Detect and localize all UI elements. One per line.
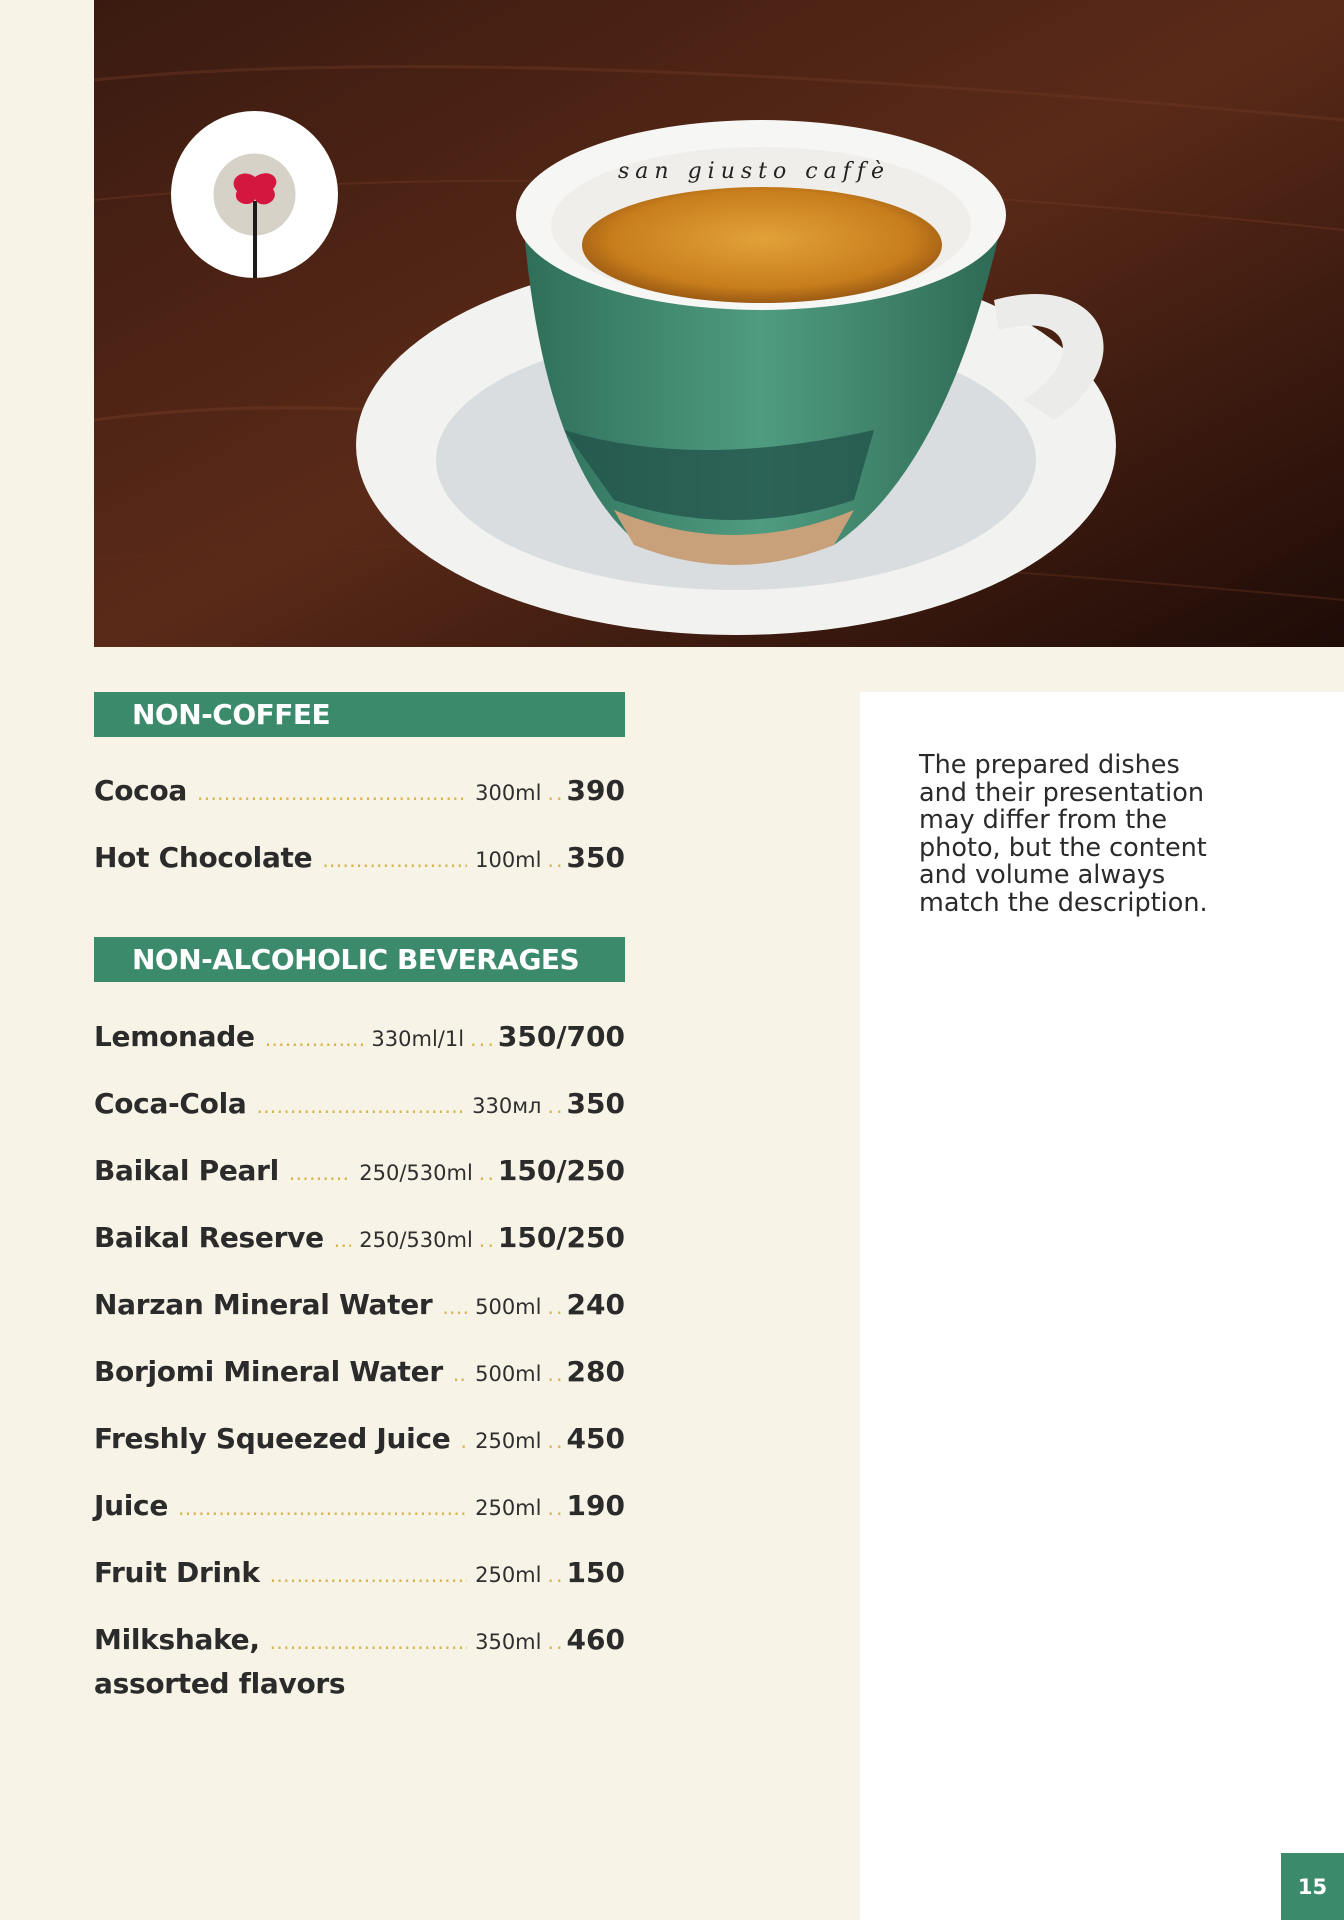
item-name: Cocoa <box>94 774 188 807</box>
menu-item <box>94 841 625 881</box>
item-price: 390 <box>566 774 625 807</box>
item-name: Fruit Drink <box>94 1556 260 1589</box>
item-price: 240 <box>566 1288 625 1321</box>
cup-brand-text: san giusto caffè <box>618 159 890 184</box>
item-name: Milkshake, <box>94 1623 260 1656</box>
item-price: 350/700 <box>497 1020 625 1053</box>
item-price: 450 <box>566 1422 625 1455</box>
menu-item <box>94 1288 625 1328</box>
item-volume: 350ml <box>475 1630 542 1654</box>
dot-leader <box>334 1228 352 1252</box>
item-name: Freshly Squeezed Juice <box>94 1422 451 1455</box>
item-name: Baikal Reserve <box>94 1221 324 1254</box>
item-name-line2: assorted flavors <box>94 1667 346 1700</box>
item-volume: 250/530ml <box>359 1228 473 1252</box>
disclaimer-text: The prepared dishes and their presentation may differ from the photo, but the content and volume always match the description. <box>919 750 1208 918</box>
item-price: 150 <box>566 1556 625 1589</box>
menu-item <box>94 1623 625 1663</box>
item-price: 460 <box>566 1623 625 1656</box>
item-volume: 330ml/1l <box>371 1027 465 1051</box>
dot-leader: . . <box>478 1228 492 1252</box>
item-price: 150/250 <box>497 1221 625 1254</box>
item-price: 350 <box>566 1087 625 1120</box>
dot-leader <box>197 781 467 805</box>
dot-leader: . . . <box>470 1027 492 1051</box>
menu-item <box>94 1556 625 1596</box>
page-number: 15 <box>1281 1853 1344 1920</box>
menu-item <box>94 1087 625 1127</box>
item-name: Juice <box>94 1489 169 1522</box>
item-name: Coca-Cola <box>94 1087 247 1120</box>
dot-leader: . . <box>547 1630 561 1654</box>
hero-photo <box>94 0 1344 647</box>
item-volume: 500ml <box>475 1362 542 1386</box>
menu-item <box>94 1355 625 1395</box>
espresso-cup-illustration <box>94 0 1344 647</box>
dot-leader <box>453 1362 467 1386</box>
item-volume: 250/530ml <box>359 1161 473 1185</box>
menu-item <box>94 1154 625 1194</box>
flower-logo-icon <box>171 111 338 278</box>
item-name: Narzan Mineral Water <box>94 1288 433 1321</box>
item-price: 150/250 <box>497 1154 625 1187</box>
menu-item <box>94 1422 625 1462</box>
menu-item <box>94 1221 625 1261</box>
item-name: Borjomi Mineral Water <box>94 1355 443 1388</box>
menu-item <box>94 1489 625 1529</box>
item-volume: 330мл <box>472 1094 542 1118</box>
item-price: 190 <box>566 1489 625 1522</box>
dot-leader <box>270 1563 467 1587</box>
dot-leader <box>270 1630 467 1654</box>
item-volume: 300ml <box>475 781 542 805</box>
menu-item <box>94 774 625 814</box>
dot-leader <box>442 1295 467 1319</box>
menu-item <box>94 1020 625 1060</box>
dot-leader <box>289 1161 351 1185</box>
dot-leader: . . <box>478 1161 492 1185</box>
dot-leader: . . <box>547 1496 561 1520</box>
item-volume: 250ml <box>475 1563 542 1587</box>
dot-leader <box>256 1094 464 1118</box>
item-name: Baikal Pearl <box>94 1154 279 1187</box>
dot-leader: . . <box>547 1563 561 1587</box>
dot-leader: . . <box>547 848 561 872</box>
dot-leader: . . <box>547 1362 561 1386</box>
dot-leader: . . <box>547 1295 561 1319</box>
dot-leader <box>178 1496 467 1520</box>
item-volume: 250ml <box>475 1429 542 1453</box>
item-price: 280 <box>566 1355 625 1388</box>
dot-leader: . . <box>547 1094 561 1118</box>
section-header-non-coffee: NON-COFFEE <box>94 692 625 737</box>
dot-leader <box>460 1429 467 1453</box>
dot-leader: . . <box>547 1429 561 1453</box>
item-name: Hot Chocolate <box>94 841 313 874</box>
item-name: Lemonade <box>94 1020 255 1053</box>
dot-leader <box>322 848 467 872</box>
info-panel <box>860 692 1344 1920</box>
dot-leader <box>265 1027 364 1051</box>
item-volume: 100ml <box>475 848 542 872</box>
item-volume: 500ml <box>475 1295 542 1319</box>
section-header-non-alcoholic: NON-ALCOHOLIC BEVERAGES <box>94 937 625 982</box>
dot-leader: . . <box>547 781 561 805</box>
item-price: 350 <box>566 841 625 874</box>
item-volume: 250ml <box>475 1496 542 1520</box>
